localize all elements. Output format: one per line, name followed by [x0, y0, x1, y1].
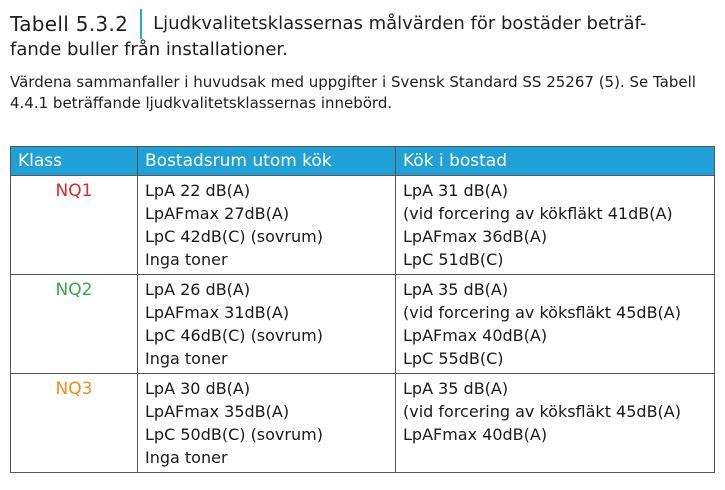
table-title-line1: Ljudkvalitetsklassernas målvärden för bostäder beträf-: [153, 13, 647, 34]
kok-cell: [396, 176, 715, 275]
value-line: LpC 55dB(C): [403, 349, 504, 368]
klass-label: NQ1: [55, 181, 93, 201]
value-line: LpA 30 dB(A): [145, 379, 251, 398]
bostadsrum-cell: [138, 374, 396, 473]
value-line: LpA 35 dB(A): [403, 280, 509, 299]
kok-cell: [396, 275, 715, 374]
table-heading: [10, 9, 715, 63]
noise-class-table: [10, 146, 715, 473]
value-line: LpAFmax 40dB(A): [403, 425, 548, 444]
value-line: Inga toner: [145, 349, 228, 368]
value-line: LpC 42dB(C) (sovrum): [145, 227, 323, 246]
value-line: LpAFmax 27dB(A): [145, 204, 290, 223]
table-row: [11, 275, 715, 374]
table-row: [11, 374, 715, 473]
kok-cell: [396, 374, 715, 473]
header-kok: Kök i bostad: [396, 147, 715, 176]
table-header-row: [11, 147, 715, 176]
intro-line2: 4.4.1 beträffande ljudkvalitetsklassernas innebörd.: [10, 94, 393, 112]
header-bostadsrum: Bostadsrum utom kök: [138, 147, 396, 176]
value-line: LpAFmax 36dB(A): [403, 227, 548, 246]
bostadsrum-cell: [138, 176, 396, 275]
klass-label: NQ2: [55, 280, 93, 300]
header-klass: Klass: [11, 147, 138, 176]
value-line: Inga toner: [145, 448, 228, 467]
klass-cell: [11, 374, 138, 473]
table-title-line2: fande buller från installationer.: [10, 39, 288, 60]
value-line: LpAFmax 35dB(A): [145, 402, 290, 421]
bostadsrum-cell: [138, 275, 396, 374]
heading-divider: [140, 9, 142, 39]
value-line: LpA 35 dB(A): [403, 379, 509, 398]
value-line: LpAFmax 31dB(A): [145, 303, 290, 322]
value-line: Inga toner: [145, 250, 228, 269]
value-line: (vid forcering av köksfläkt 45dB(A): [403, 303, 681, 322]
klass-cell: [11, 176, 138, 275]
value-line: LpC 46dB(C) (sovrum): [145, 326, 323, 345]
value-line: LpC 51dB(C): [403, 250, 504, 269]
intro-line1: Värdena sammanfaller i huvudsak med uppgifter i Svensk Standard SS 25267 (5). Se Tabell: [10, 73, 696, 91]
klass-label: NQ3: [55, 379, 93, 399]
value-line: (vid forcering av köksfläkt 45dB(A): [403, 402, 681, 421]
value-line: (vid forcering av kökfläkt 41dB(A): [403, 204, 673, 223]
table-number: Tabell 5.3.2: [10, 12, 129, 36]
value-line: LpAFmax 40dB(A): [403, 326, 548, 345]
value-line: LpC 50dB(C) (sovrum): [145, 425, 323, 444]
klass-cell: [11, 275, 138, 374]
intro-text: [10, 72, 715, 114]
table-row: [11, 176, 715, 275]
value-line: LpA 22 dB(A): [145, 181, 251, 200]
value-line: LpA 26 dB(A): [145, 280, 251, 299]
value-line: LpA 31 dB(A): [403, 181, 509, 200]
